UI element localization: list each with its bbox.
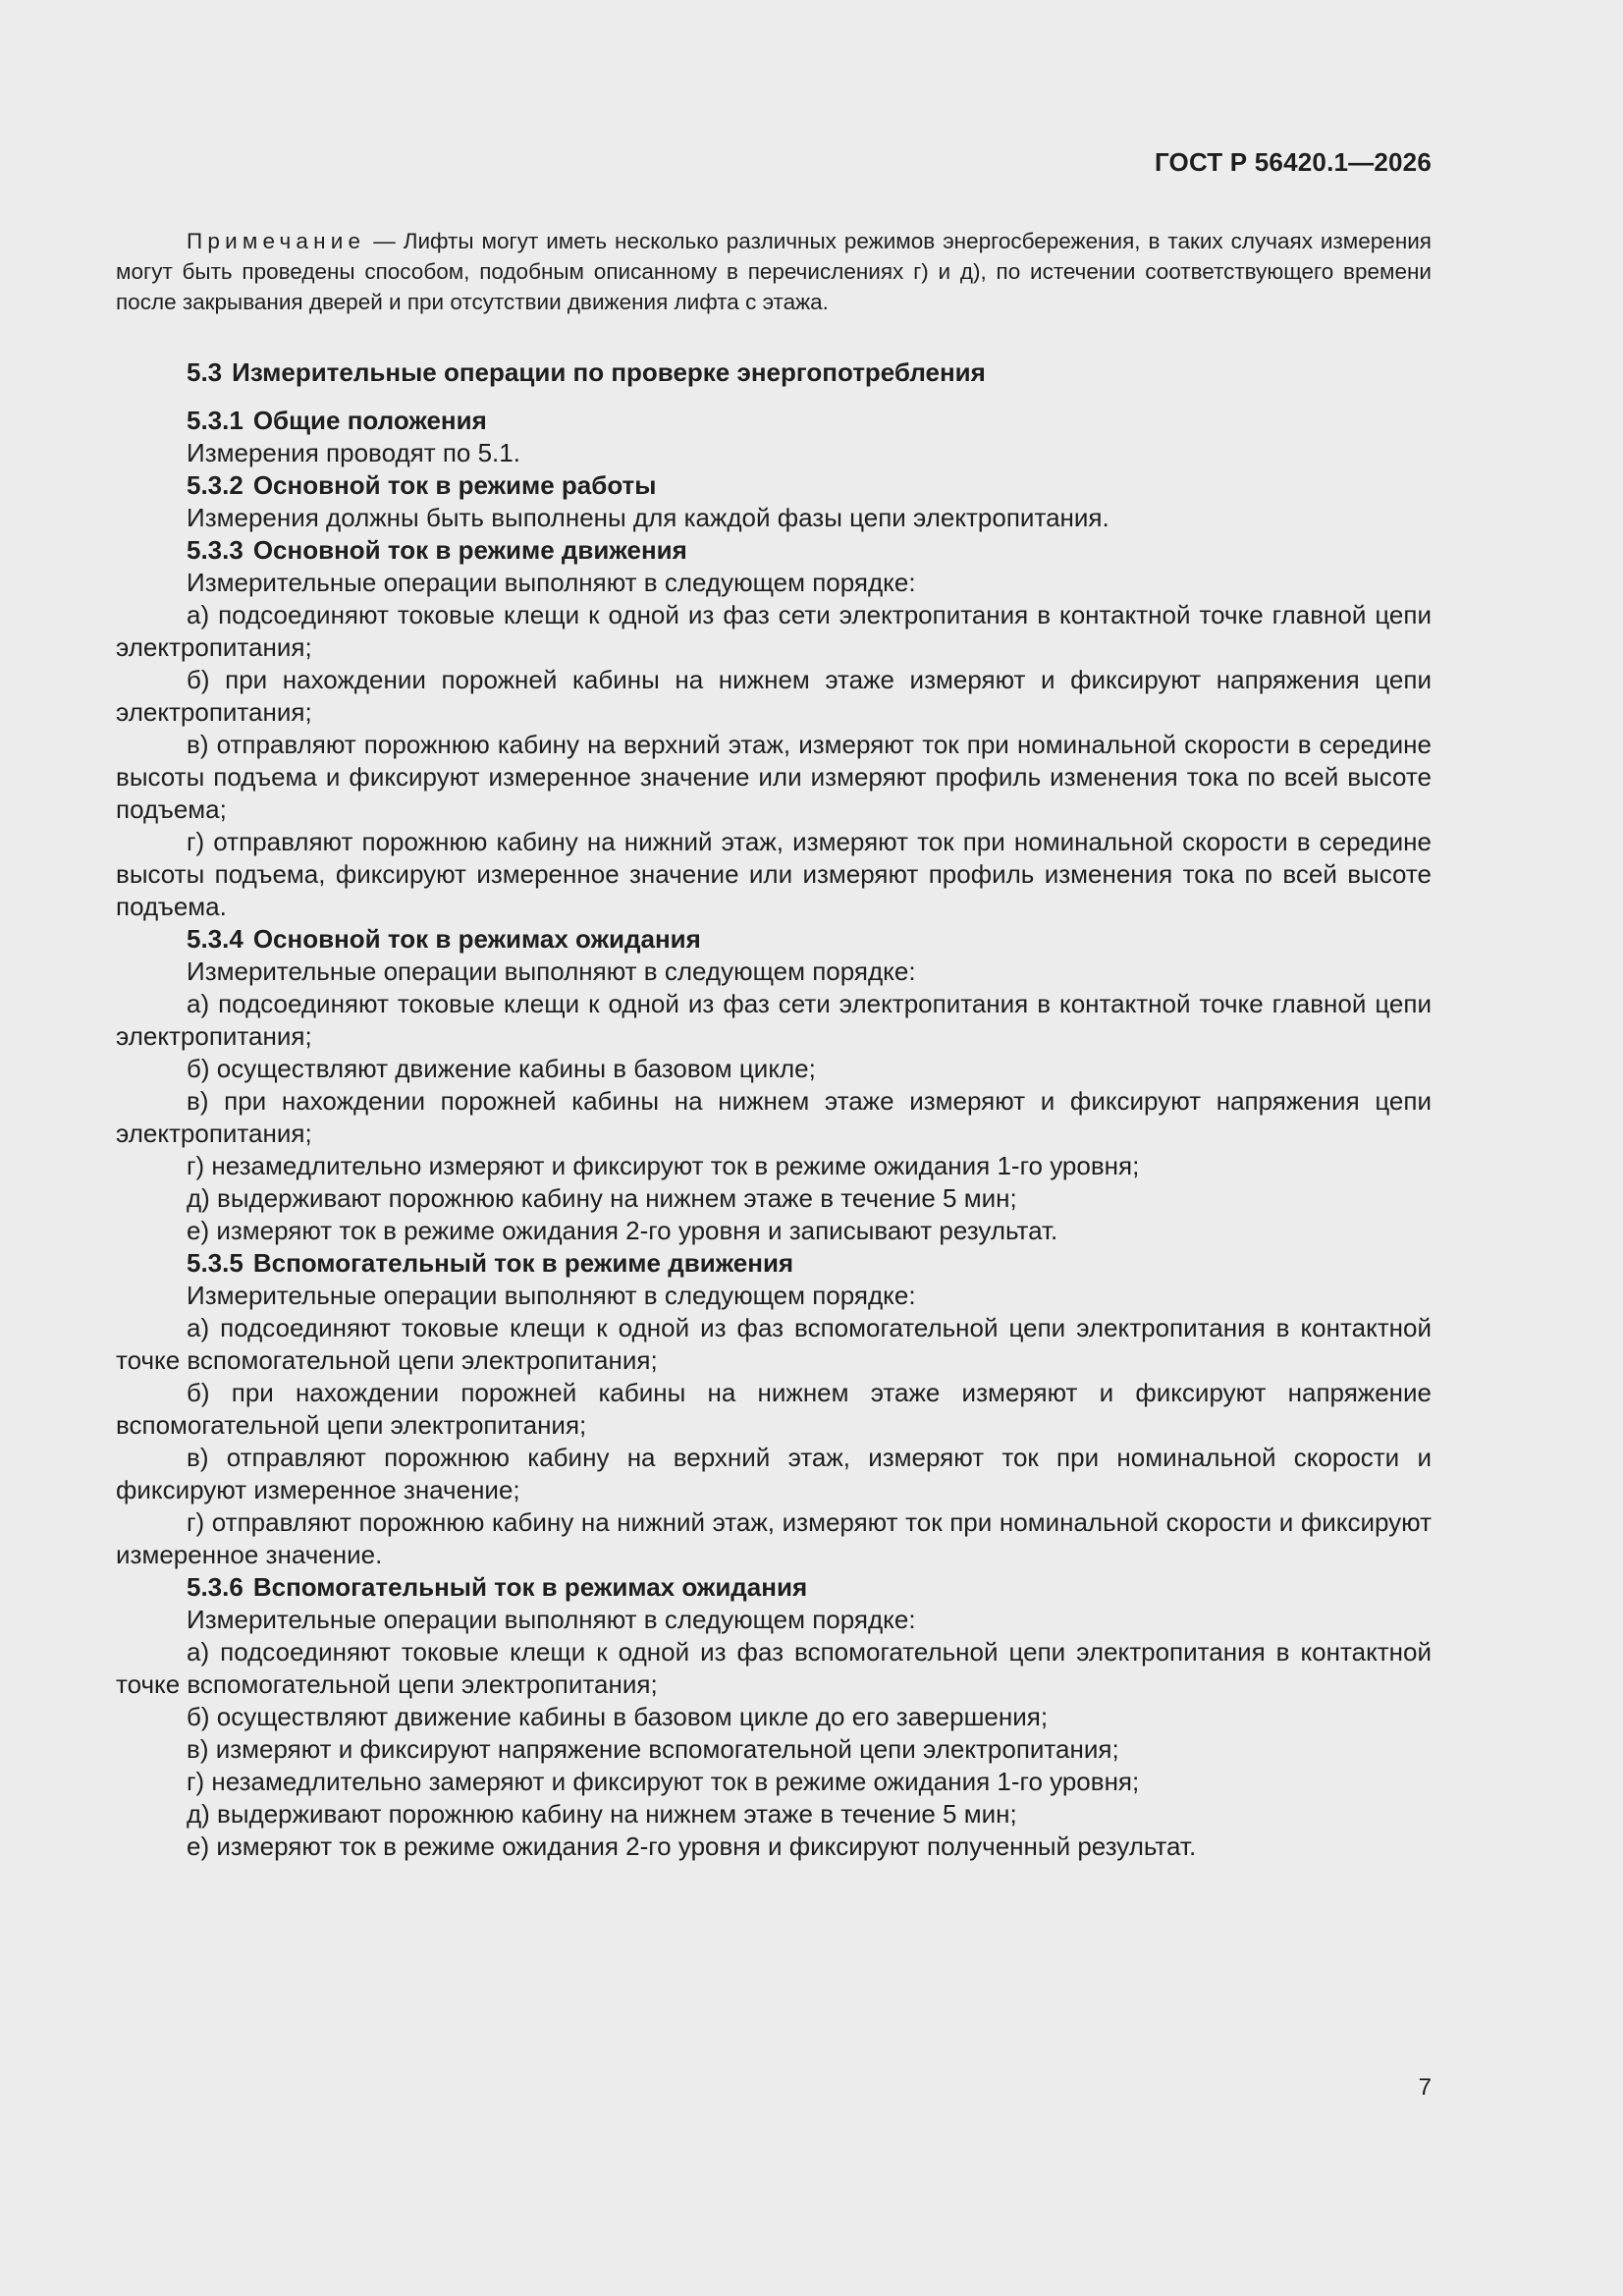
list-item: б) осуществляют движение кабины в базовом цикле до его завершения; <box>187 1702 1049 1731</box>
list-item: г) отправляют порожнюю кабину на нижний этаж, измеряют ток при номинальной скорости в середине высоты подъема, фиксируют измеренное значение или измеряют профиль изменения тока по всей высоте подъема. <box>116 827 1432 921</box>
subsection-number: 5.3.6 <box>187 1572 243 1602</box>
subsection-number: 5.3.2 <box>187 470 243 500</box>
page-number: 7 <box>1418 2074 1432 2101</box>
paragraph: Измерительные операции выполняют в следующем порядке: <box>187 957 916 986</box>
subsection-heading <box>116 923 1432 956</box>
subsection-number: 5.3.5 <box>187 1248 243 1278</box>
subsection-number: 5.3.1 <box>187 406 243 435</box>
list-item: д) выдерживают порожнюю кабину на нижнем этаже в течение 5 мин; <box>187 1183 1017 1213</box>
list-item: б) при нахождении порожней кабины на нижнем этаже измеряют и фиксируют напряжения цепи электропитания; <box>116 665 1432 727</box>
list-item: б) осуществляют движение кабины в базовом цикле; <box>187 1054 816 1083</box>
subsection-number: 5.3.4 <box>187 924 243 954</box>
list-item: е) измеряют ток в режиме ожидания 2-го уровня и фиксируют полученный результат. <box>187 1831 1197 1861</box>
subsection-title: Основной ток в режиме работы <box>252 470 657 500</box>
subsection-title: Основной ток в режимах ожидания <box>252 924 701 954</box>
list-item: в) отправляют порожнюю кабину на верхний этаж, измеряют ток при номинальной скорости и фиксируют измеренное значение; <box>116 1443 1432 1504</box>
list-item: г) незамедлительно измеряют и фиксируют ток в режиме ожидания 1-го уровня; <box>187 1151 1140 1180</box>
list-item: в) измеряют и фиксируют напряжение вспомогательной цепи электропитания; <box>187 1734 1119 1764</box>
paragraph: Измерительные операции выполняют в следующем порядке: <box>187 1605 916 1634</box>
subsection-heading <box>116 1247 1432 1280</box>
list-item: а) подсоединяют токовые клещи к одной из фаз сети электропитания в контактной точке главной цепи электропитания; <box>116 600 1432 662</box>
list-item: г) отправляют порожнюю кабину на нижний этаж, измеряют ток при номинальной скорости и фиксируют измеренное значение. <box>116 1507 1432 1569</box>
section-number: 5.3 <box>187 357 223 387</box>
subsection-heading <box>116 534 1432 567</box>
list-item: г) незамедлительно замеряют и фиксируют ток в режиме ожидания 1-го уровня; <box>187 1767 1140 1796</box>
paragraph: Измерения проводят по 5.1. <box>187 438 520 467</box>
list-item: д) выдерживают порожнюю кабину на нижнем этаже в течение 5 мин; <box>187 1799 1017 1829</box>
list-item: е) измеряют ток в режиме ожидания 2-го уровня и записывают результат. <box>187 1216 1058 1245</box>
subsection-title: Основной ток в режиме движения <box>252 535 687 565</box>
subsection-number: 5.3.3 <box>187 535 243 565</box>
paragraph: Измерительные операции выполняют в следующем порядке: <box>187 1281 916 1310</box>
note-lead: Примечание <box>187 229 366 253</box>
note-paragraph <box>116 226 1432 317</box>
subsection-title: Вспомогательный ток в режимах ожидания <box>252 1572 808 1602</box>
subsection-heading <box>116 469 1432 502</box>
list-item: в) отправляют порожнюю кабину на верхний этаж, измеряют ток при номинальной скорости в середине высоты подъема и фиксируют измеренное значение или измеряют профиль изменения тока по всей высоте подъема; <box>116 730 1432 824</box>
section-heading <box>116 356 1432 389</box>
note-text: — Лифты могут иметь несколько различных режимов энергосбережения, в таких случаях измерения могут быть проведены способом, подобным описанному в перечислениях г) и д), по истечении соответствующего времени после закрывания дверей и при отсутствии движения лифта с этажа. <box>116 229 1432 314</box>
list-item: а) подсоединяют токовые клещи к одной из фаз вспомогательной цепи электропитания в контактной точке вспомогательной цепи электропитания; <box>116 1637 1432 1699</box>
list-item: а) подсоединяют токовые клещи к одной из фаз вспомогательной цепи электропитания в контактной точке вспомогательной цепи электропитания; <box>116 1313 1432 1375</box>
subsection-heading <box>116 405 1432 437</box>
paragraph: Измерительные операции выполняют в следующем порядке: <box>187 568 916 597</box>
document-header: ГОСТ Р 56420.1—2026 <box>1154 147 1432 177</box>
list-item: а) подсоединяют токовые клещи к одной из фаз сети электропитания в контактной точке главной цепи электропитания; <box>116 989 1432 1051</box>
list-item: б) при нахождении порожней кабины на нижнем этаже измеряют и фиксируют напряжение вспомогательной цепи электропитания; <box>116 1378 1432 1440</box>
section-title: Измерительные операции по проверке энергопотребления <box>232 357 986 387</box>
paragraph: Измерения должны быть выполнены для каждой фазы цепи электропитания. <box>187 503 1109 532</box>
subsection-title: Вспомогательный ток в режиме движения <box>252 1248 794 1278</box>
document-body <box>116 226 1432 1863</box>
subsection-title: Общие положения <box>252 406 487 435</box>
list-item: в) при нахождении порожней кабины на нижнем этаже измеряют и фиксируют напряжения цепи электропитания; <box>116 1086 1432 1148</box>
subsection-heading <box>116 1571 1432 1604</box>
